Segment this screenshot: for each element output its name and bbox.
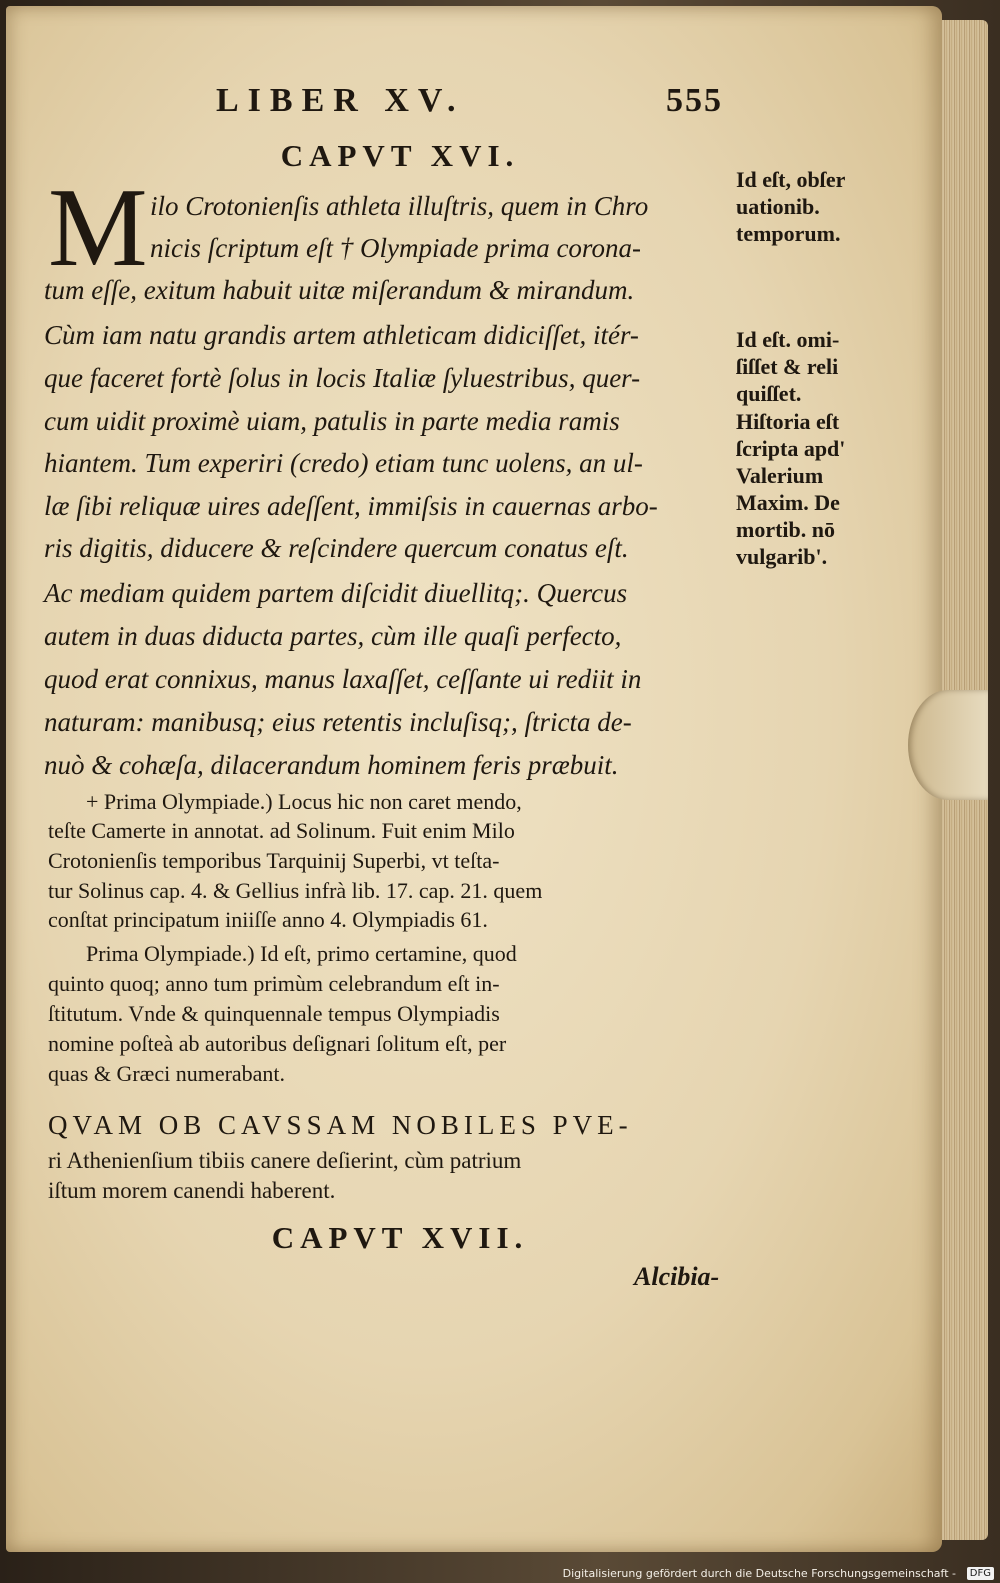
marginal-note-line: quiſſet. bbox=[736, 381, 802, 406]
main-text-line: hiantem. Tum experiri (credo) etiam tunc uolens, an ul- bbox=[44, 448, 643, 478]
main-text-line: nicis ſcriptum eſt † Olympiade prima corona- bbox=[150, 233, 641, 263]
marginal-note-line: Valerium bbox=[736, 463, 824, 488]
main-text-line: ilo Crotonienſis athleta illuſtris, quem in Chro bbox=[150, 191, 649, 221]
marginal-note-line: vulgarib'. bbox=[736, 544, 828, 569]
note-line: + Prima Olympiade.) Locus hic non caret mendo, bbox=[86, 789, 522, 814]
main-text-line: autem in duas diducta partes, cùm ille quaſi perfecto, bbox=[44, 621, 622, 651]
main-text-line: nuò & cohæſa, dilacerandum hominem feris præbuit. bbox=[44, 750, 619, 780]
note-line: quinto quoq; anno tum primùm celebrandum eſt in- bbox=[48, 971, 500, 996]
marginal-note-line: Id eſt, obſer bbox=[736, 167, 846, 192]
marginal-note bbox=[736, 326, 896, 407]
chapter-title-line: iſtum morem canendi haberent. bbox=[48, 1178, 336, 1203]
marginal-note-line: ſiſſet & reli bbox=[736, 354, 839, 379]
main-text-line: Ac mediam quidem partem diſcidit diuellitq;. Quercus bbox=[44, 578, 628, 608]
main-text-line: tum eſſe, exitum habuit uitæ miſerandum & mirandum. bbox=[44, 275, 635, 305]
chapter-heading-17: CAPVT XVII. bbox=[271, 1220, 529, 1255]
catchword: Alcibia- bbox=[634, 1262, 720, 1291]
note-line: quas & Græci numerabant. bbox=[48, 1061, 286, 1086]
marginal-note bbox=[736, 166, 896, 247]
dfg-logo: DFG bbox=[967, 1567, 994, 1580]
marginal-note-line: Hiſtoria eſt bbox=[736, 409, 840, 434]
marginal-note-line: temporum. bbox=[736, 221, 841, 246]
main-text-line: naturam: manibusq; eius retentis incluſisq;, ſtricta de- bbox=[44, 707, 632, 737]
note-line: Prima Olympiade.) Id eſt, primo certamine, quod bbox=[86, 941, 517, 966]
note-line: teſte Camerte in annotat. ad Solinum. Fuit enim Milo bbox=[48, 818, 515, 843]
page-number: 555 bbox=[666, 82, 723, 119]
fore-edge-tab bbox=[908, 690, 988, 800]
running-title: LIBER XV. bbox=[216, 82, 465, 119]
chapter-heading-16: CAPVT XVI. bbox=[280, 138, 520, 173]
digitization-credit: Digitalisierung gefördert durch die Deutsche Forschungsgemeinschaft - bbox=[562, 1567, 956, 1580]
marginal-note-line: ſcripta apd' bbox=[736, 436, 846, 461]
note-line: conſtat principatum iniiſſe anno 4. Olympiadis 61. bbox=[48, 907, 488, 932]
note-line: Crotonienſis temporibus Tarquinij Superbi, vt teſta- bbox=[48, 848, 500, 873]
drop-cap: M bbox=[48, 166, 148, 290]
note-line: ſtitutum. Vnde & quinquennale tempus Olympiadis bbox=[48, 1001, 500, 1026]
marginal-note-line: mortib. nō bbox=[736, 517, 835, 542]
marginal-note-line: Maxim. De bbox=[736, 490, 840, 515]
main-text-line: quod erat connixus, manus laxaſſet, ceſſante ui rediit in bbox=[44, 664, 642, 694]
main-text-line: læ ſibi reliquæ uires adeſſent, immiſsis in cauernas arbo- bbox=[44, 491, 658, 521]
marginal-note-line: uationib. bbox=[736, 194, 820, 219]
main-text-line: cum uidit proximè uiam, patulis in parte media ramis bbox=[44, 406, 620, 436]
main-text-line: ris digitis, diducere & reſcindere quercum conatus eſt. bbox=[44, 533, 629, 563]
marginal-note bbox=[736, 408, 896, 570]
main-text-line: que faceret fortè ſolus in locis Italiæ ſyluestribus, quer- bbox=[44, 363, 641, 393]
chapter-title-line: ri Athenienſium tibiis canere deſierint, cùm patrium bbox=[48, 1148, 522, 1173]
note-line: nomine poſteà ab autoribus deſignari ſolitum eſt, per bbox=[48, 1031, 507, 1056]
note-line: tur Solinus cap. 4. & Gellius infrà lib. 17. cap. 21. quem bbox=[48, 878, 543, 903]
running-head bbox=[216, 82, 736, 126]
marginal-note-line: Id eſt. omi- bbox=[736, 327, 840, 352]
chapter-title-line: QVAM OB CAVSSAM NOBILES PVE- bbox=[48, 1110, 633, 1140]
main-text-line: Cùm iam natu grandis artem athleticam didiciſſet, itér- bbox=[44, 320, 639, 350]
